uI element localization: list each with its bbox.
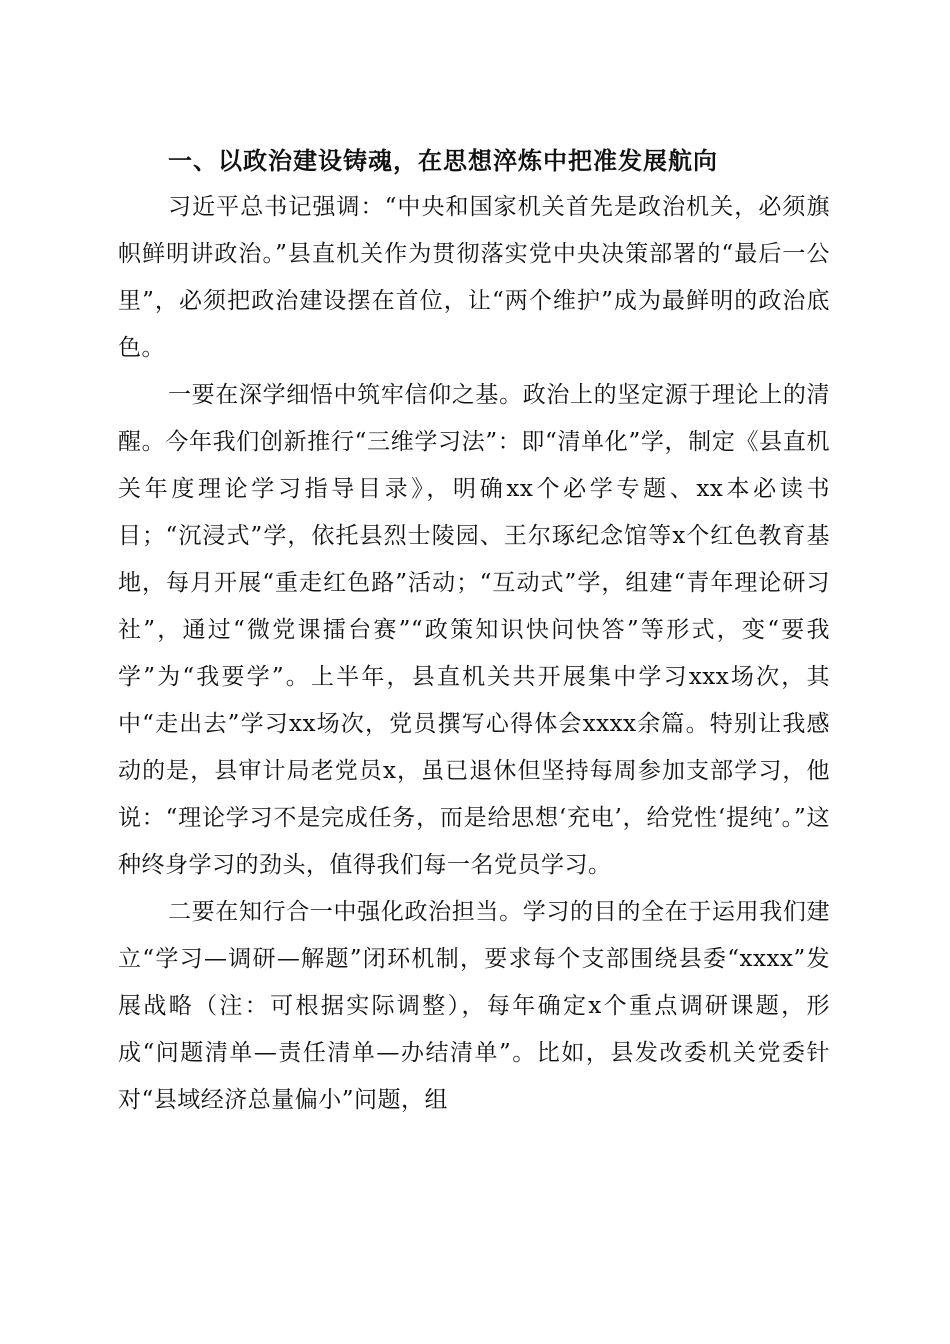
document-body: [118, 142, 830, 1124]
paragraph-intro: 习近平总书记强调：“中央和国家机关首先是政治机关，必须旗帜鲜明讲政治。”县直机关作为贯彻落实党中央决策部署的“最后一公里”，必须把政治建设摆在首位，让“两个维护”成为最鲜明的政治底色。: [118, 194, 830, 361]
paragraph-point-two: 二要在知行合一中强化政治担当。学习的目的全在于运用我们建立“学习—调研—解题”闭环机制，要求每个支部围绕县委“xxxx”发展战略（注：可根据实际调整），每年确定x个重点调研课题，形成“问题清单—责任清单—办结清单”。比如，县发改委机关党委针对“县域经济总量偏小”问题，组: [118, 899, 830, 1113]
paragraph-point-one: 一要在深学细悟中筑牢信仰之基。政治上的坚定源于理论上的清醒。今年我们创新推行“三维学习法”：即“清单化”学，制定《县直机关年度理论学习指导目录》，明确xx个必学专题、xx本必读书目；“沉浸式”学，依托县烈士陵园、王尔琢纪念馆等x个红色教育基地，每月开展“重走红色路”活动；“互动式”学，组建“青年理论研习社”，通过“微党课擂台赛”“政策知识快问快答”等形式，变“要我学”为“我要学”。上半年，县直机关共开展集中学习xxx场次，其中“走出去”学习xx场次，党员撰写心得体会xxxx余篇。特别让我感动的是，县审计局老党员x，虽已退休但坚持每周参加支部学习，他说：“理论学习不是完成任务，而是给思想‘充电’，给党性‘提纯’。”这种终身学习的劲头，值得我们每一名党员学习。: [118, 382, 830, 878]
section-heading: 一、以政治建设铸魂，在思想淬炼中把准发展航向: [168, 147, 718, 175]
